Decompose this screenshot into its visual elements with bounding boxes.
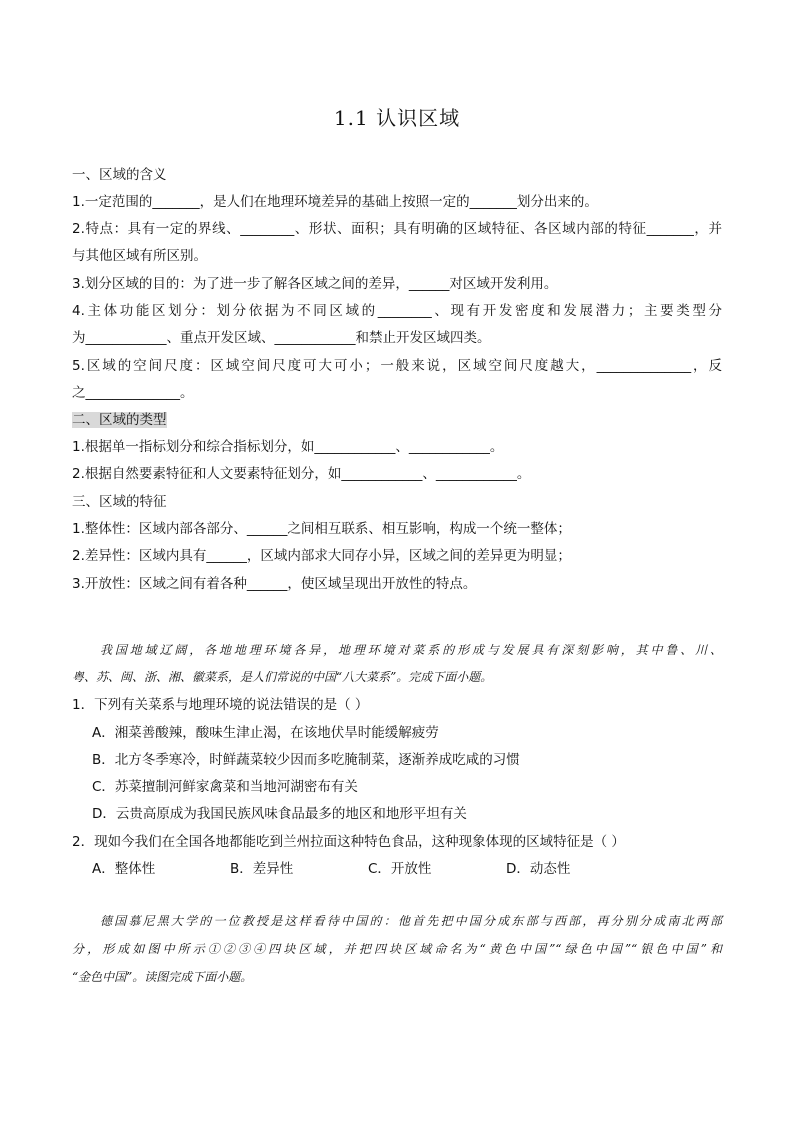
question-2-option-d: D．动态性 bbox=[506, 861, 571, 877]
passage2-line-b: 分，形成如图中所示①②③④四块区域，并把四块区域命名为“黄色中国”“绿色中国”“银色中国”和 bbox=[72, 942, 722, 956]
section-heading-2 bbox=[72, 411, 167, 429]
page-title: 1.1 认识区域 bbox=[333, 106, 461, 130]
section1-line-3: 3.划分区域的目的：为了进一步了解各区域之间的差异，______对区域开发利用。 bbox=[72, 276, 558, 292]
question-1-option-b: B．北方冬季寒冷，时鲜蔬菜较少因而多吃腌制菜，逐渐养成吃咸的习惯 bbox=[92, 752, 520, 768]
section1-line-4b: 为____________、重点开发区域、____________和禁止开发区域四类。 bbox=[72, 330, 491, 346]
question-1-stem: 1．下列有关菜系与地理环境的说法错误的是（ ） bbox=[72, 697, 369, 713]
section2-line-2: 2.根据自然要素特征和人文要素特征划分，如____________、____________。 bbox=[72, 466, 531, 482]
section1-line-1: 1.一定范围的_______，是人们在地理环境差异的基础上按照一定的_______划分出来的。 bbox=[72, 194, 598, 210]
passage2-line-c: “金色中国”。读图完成下面小题。 bbox=[72, 970, 253, 984]
section1-line-5a: 5.区域的空间尺度：区域空间尺度可大可小；一般来说，区域空间尺度越大，______________，反 bbox=[72, 358, 722, 374]
question-1-option-c: C．苏菜擅制河鲜家禽菜和当地河湖密布有关 bbox=[92, 779, 358, 795]
section-heading-1: 一、区域的含义 bbox=[72, 167, 167, 183]
passage2-line-a: 德国慕尼黑大学的一位教授是这样看待中国的：他首先把中国分成东部与西部，再分别分成南北两部 bbox=[100, 914, 722, 928]
section1-line-4a: 4.主体功能区划分：划分依据为不同区域的________、现有开发密度和发展潜力；主要类型分 bbox=[72, 303, 722, 319]
section-heading-3: 三、区域的特征 bbox=[72, 494, 167, 510]
passage1-line-a: 我国地域辽阔，各地地理环境各异，地理环境对菜系的形成与发展具有深刻影响，其中鲁、川、 bbox=[100, 643, 722, 657]
passage1-line-b: 粤、苏、闽、浙、湘、徽菜系，是人们常说的中国“八大菜系”。完成下面小题。 bbox=[72, 670, 493, 684]
question-1-option-a: A．湘菜善酸辣，酸味生津止渴，在该地伏旱时能缓解疲劳 bbox=[92, 725, 439, 741]
section1-line-2a: 2.特点：具有一定的界线、________、形状、面积；具有明确的区域特征、各区域内部的特征_______，并 bbox=[72, 221, 722, 237]
section1-line-5b: 之______________。 bbox=[72, 385, 194, 401]
question-2-option-b: B．差异性 bbox=[230, 861, 294, 877]
highlighted-heading: 二、区域的类型 bbox=[72, 412, 167, 428]
section2-line-1: 1.根据单一指标划分和综合指标划分，如____________、____________。 bbox=[72, 439, 504, 455]
section1-line-2b: 与其他区域有所区别。 bbox=[72, 248, 207, 264]
question-2-stem: 2．现如今我们在全国各地都能吃到兰州拉面这种特色食品，这种现象体现的区域特征是（ ） bbox=[72, 834, 625, 850]
section3-line-3: 3.开放性：区域之间有着各种______，使区域呈现出开放性的特点。 bbox=[72, 576, 477, 592]
question-2-option-c: C．开放性 bbox=[368, 861, 432, 877]
question-1-option-d: D．云贵高原成为我国民族风味食品最多的地区和地形平坦有关 bbox=[92, 806, 467, 822]
section3-line-2: 2.差异性：区域内具有______，区域内部求大同存小异，区域之间的差异更为明显； bbox=[72, 548, 571, 564]
question-2-option-a: A．整体性 bbox=[92, 861, 156, 877]
question-2-options bbox=[92, 860, 644, 878]
section3-line-1: 1.整体性：区域内部各部分、______之间相互联系、相互影响，构成一个统一整体； bbox=[72, 521, 571, 537]
